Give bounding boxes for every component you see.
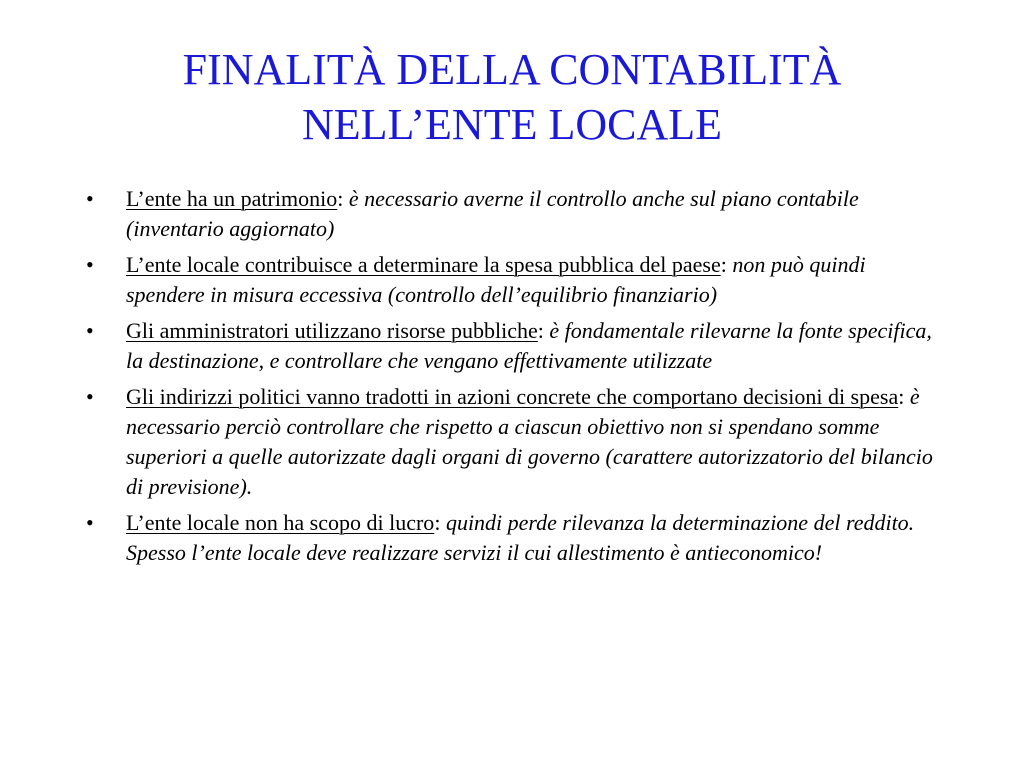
slide-title-line-1: FINALITÀ DELLA CONTABILITÀ	[182, 45, 842, 94]
bullet-separator: :	[898, 384, 910, 409]
bullet-detail-text: è necessario perciò controllare che rispetto a ciascun obiettivo non si spendano somme superiori a quelle autorizzate dagli organi di governo (carattere autorizzatorio del bilancio di previsione).	[126, 384, 933, 499]
bullet-detail-text: non può quindi spendere in misura eccessiva (controllo dell’equilibrio finanziario)	[126, 252, 866, 307]
bullet-separator: :	[434, 510, 446, 535]
bullet-item-spesa-pubblica	[86, 250, 938, 310]
bullet-item-scopo-lucro	[86, 508, 938, 568]
bullet-detail-text: quindi perde rilevanza la determinazione del reddito. Spesso l’ente locale deve realizzare servizi il cui allestimento è antieconomico!	[126, 510, 915, 565]
bullet-item-patrimonio	[86, 184, 938, 244]
bullet-dot-icon: •	[86, 186, 94, 211]
bullet-lead-text: Gli indirizzi politici vanno tradotti in azioni concrete che comportano decisioni di spesa	[126, 384, 899, 409]
bullet-list	[86, 184, 938, 574]
bullet-item-risorse-pubbliche	[86, 316, 938, 376]
slide-title	[60, 42, 964, 152]
bullet-detail-text: è fondamentale rilevarne la fonte specifica, la destinazione, e controllare che vengano effettivamente utilizzate	[126, 318, 932, 373]
bullet-dot-icon: •	[86, 384, 94, 409]
bullet-lead-text: L’ente locale non ha scopo di lucro	[126, 510, 435, 535]
bullet-dot-icon: •	[86, 252, 94, 277]
bullet-lead-text: Gli amministratori utilizzano risorse pubbliche	[126, 318, 538, 343]
bullet-separator: :	[720, 252, 733, 277]
slide-title-line-2: NELL’ENTE LOCALE	[302, 100, 722, 149]
bullet-detail-text: è necessario averne il controllo anche sul piano contabile (inventario aggiornato)	[126, 186, 859, 241]
bullet-separator: :	[337, 186, 349, 211]
bullet-dot-icon: •	[86, 318, 94, 343]
bullet-separator: :	[537, 318, 550, 343]
bullet-lead-text: L’ente ha un patrimonio	[126, 186, 338, 211]
bullet-dot-icon: •	[86, 510, 94, 535]
bullet-item-indirizzi-politici	[86, 382, 938, 502]
bullet-lead-text: L’ente locale contribuisce a determinare la spesa pubblica del paese	[126, 252, 721, 277]
